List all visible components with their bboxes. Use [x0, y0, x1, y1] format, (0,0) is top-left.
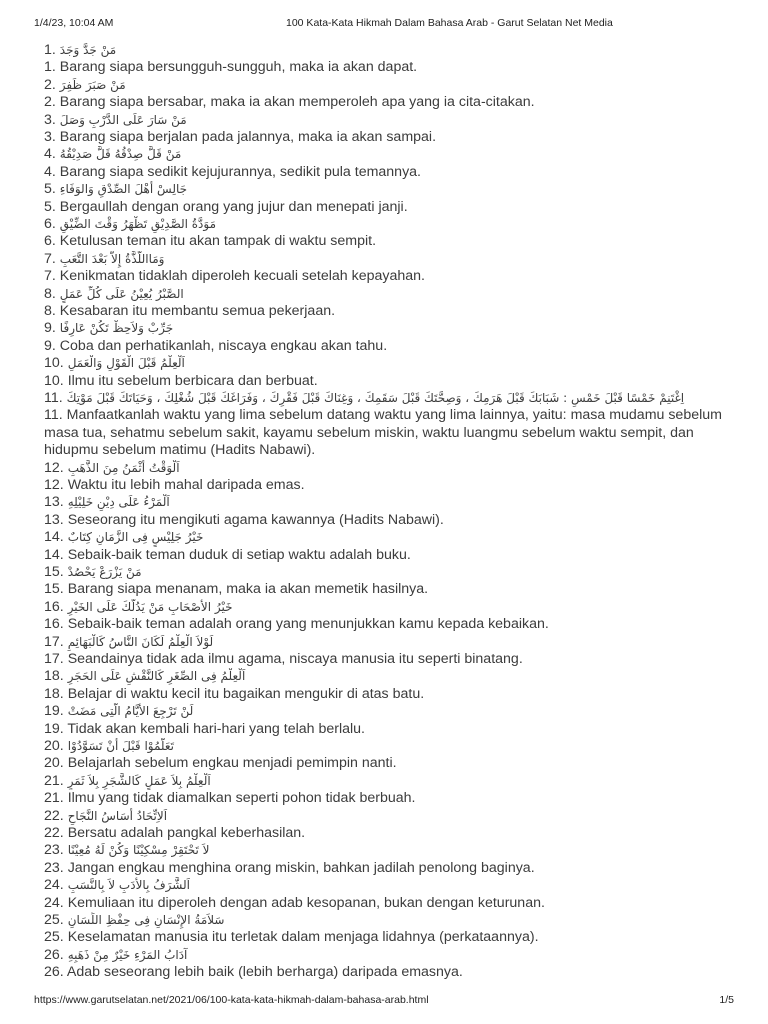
arabic-line	[44, 216, 734, 233]
arabic-phrase: تَعَلَّمُوْا قَبْلَ أَنْ تَسَوَّدُوْا	[67, 738, 175, 753]
item-number: 24.	[44, 894, 64, 911]
item-number: 2.	[44, 76, 56, 93]
arabic-line	[44, 738, 734, 755]
translation-line	[44, 199, 734, 216]
item-number: 15.	[44, 581, 64, 598]
translation-line	[44, 59, 734, 76]
arabic-line	[44, 808, 734, 825]
item-number: 4.	[44, 146, 56, 163]
item-number: 1.	[44, 59, 56, 76]
list-item	[44, 251, 734, 286]
translation-line	[44, 721, 734, 738]
translation-line	[44, 268, 734, 285]
translation-line	[44, 547, 734, 564]
item-number: 16.	[44, 598, 64, 615]
arabic-line	[44, 912, 734, 929]
arabic-phrase: مَنْ صَبَرَ ظَفِرَ	[59, 77, 126, 92]
arabic-phrase: جَالِسْ أَهْلَ الصِّدْقِ وَالوَفَاءِ	[59, 182, 188, 197]
item-number: 2.	[44, 94, 56, 111]
item-number: 11.	[44, 407, 63, 424]
arabic-line	[44, 320, 734, 337]
translation-line	[44, 233, 734, 250]
item-number: 13.	[44, 494, 64, 511]
arabic-line	[44, 877, 734, 894]
page-url[interactable]: https://www.garutselatan.net/2021/06/100-kata-kata-hikmah-dalam-bahasa-arab.html	[34, 994, 429, 1006]
list-item	[44, 808, 734, 843]
translation-text: Ilmu itu sebelum berbicara dan berbuat.	[67, 372, 318, 389]
arabic-line	[44, 842, 734, 859]
page-title: 100 Kata-Kata Hikmah Dalam Bahasa Arab - Garut Selatan Net Media	[286, 17, 613, 29]
list-item	[44, 216, 734, 251]
translation-line	[44, 164, 734, 181]
translation-text: Belajarlah sebelum engkau menjadi pemimpin nanti.	[67, 755, 397, 772]
item-number: 18.	[44, 685, 64, 702]
page-number: 1/5	[719, 994, 734, 1006]
item-number: 22.	[44, 807, 64, 824]
item-number: 23.	[44, 842, 64, 859]
item-number: 23.	[44, 859, 64, 876]
list-item	[44, 494, 734, 529]
translation-text: Bergaullah dengan orang yang jujur dan menepati janji.	[59, 198, 408, 215]
item-number: 10.	[44, 355, 64, 372]
translation-line	[44, 860, 734, 877]
item-number: 14.	[44, 529, 64, 546]
translation-text: Sebaik-baik teman duduk di setiap waktu adalah buku.	[67, 546, 411, 563]
translation-text: Belajar di waktu kecil itu bagaikan mengukir di atas batu.	[67, 685, 425, 702]
item-number: 26.	[44, 964, 64, 981]
item-number: 3.	[44, 128, 56, 145]
list-item	[44, 877, 734, 912]
arabic-phrase: اَلْعِلْمُ قَبْلَ الْقَوْلِ وَالْعَمَلِ	[67, 356, 185, 371]
arabic-phrase: وَمَااللَّذَّةُ إِلاَّ بَعْدَ التَّعَبِ	[59, 251, 165, 266]
print-footer	[0, 994, 768, 1024]
list-item	[44, 286, 734, 321]
list-item	[44, 42, 734, 77]
arabic-line	[44, 529, 734, 546]
list-item	[44, 912, 734, 947]
translation-text: Barang siapa sedikit kejujurannya, sedikit pula temannya.	[59, 163, 422, 180]
list-item	[44, 181, 734, 216]
item-number: 22.	[44, 824, 64, 841]
arabic-phrase: اِغْتَنِمْ خَمْسًا قَبْلَ خَمْسٍ : شَبَابَكَ قَبْلَ هَرَمِكَ ، وَصِحَّتَكَ قَبْلَ سَقَمِكَ ، وَغِنَاكَ قَبْلَ فَقْرِكَ ، وَفَرَاغَكَ قَبْلَ شُغْلِكَ ، وَحَيَاتَكَ قَبْلَ مَوْتِكَ	[66, 390, 685, 405]
list-item	[44, 842, 734, 877]
item-number: 17.	[44, 650, 64, 667]
arabic-phrase: مَوَدَّةُ الصَّدِيْقِ تَظْهَرُ وَقْتَ الضِّيْقِ	[59, 216, 217, 231]
list-item	[44, 947, 734, 982]
arabic-line	[44, 564, 734, 581]
list-item	[44, 773, 734, 808]
item-number: 15.	[44, 563, 64, 580]
translation-line	[44, 373, 734, 390]
arabic-phrase: مَنْ قَلَّ صِدْقُهُ قَلَّ صَدِيْقُهُ	[59, 147, 182, 162]
item-number: 6.	[44, 215, 56, 232]
item-number: 19.	[44, 720, 64, 737]
translation-text: Seseorang itu mengikuti agama kawannya (Hadits Nabawi).	[67, 511, 444, 528]
translation-line	[44, 895, 734, 912]
translation-line	[44, 129, 734, 146]
arabic-phrase: لَنْ تَرْجِعَ الأَيَّامُ الَّتِى مَضَتْ	[67, 704, 194, 719]
item-number: 11.	[44, 389, 63, 406]
arabic-phrase: اَلْمَرْءُ عَلَى دِيْنِ خَلِيْلِهِ	[67, 495, 170, 510]
translation-text: Sebaik-baik teman adalah orang yang menunjukkan kamu kepada kebaikan.	[67, 616, 549, 633]
translation-line	[44, 929, 734, 946]
arabic-phrase: مَنْ جَدَّ وَجَدَ	[59, 43, 117, 57]
arabic-line	[44, 42, 734, 59]
arabic-line	[44, 668, 734, 685]
item-number: 12.	[44, 476, 64, 493]
item-number: 16.	[44, 616, 64, 633]
arabic-line	[44, 390, 734, 407]
arabic-phrase: اَلشَّرَفُ بِالأَدَبِ لاَ بِالنَّسَبِ	[67, 878, 190, 893]
item-number: 21.	[44, 772, 64, 789]
item-number: 10.	[44, 372, 64, 389]
item-number: 3.	[44, 111, 56, 128]
arabic-line	[44, 599, 734, 616]
translation-text: Ilmu yang tidak diamalkan seperti pohon tidak berbuah.	[67, 790, 416, 807]
list-item	[44, 529, 734, 564]
translation-text: Kemuliaan itu diperoleh dengan adab kesopanan, bukan dengan keturunan.	[67, 894, 545, 911]
item-number: 8.	[44, 302, 56, 319]
item-number: 14.	[44, 546, 64, 563]
translation-text: Kenikmatan tidaklah diperoleh kecuali setelah kepayahan.	[59, 268, 425, 285]
arabic-line	[44, 146, 734, 163]
arabic-line	[44, 494, 734, 511]
item-number: 1.	[44, 42, 56, 58]
item-number: 20.	[44, 737, 64, 754]
item-number: 5.	[44, 198, 56, 215]
list-item	[44, 77, 734, 112]
list-item	[44, 738, 734, 773]
item-number: 21.	[44, 790, 64, 807]
translation-text: Coba dan perhatikanlah, niscaya engkau akan tahu.	[59, 337, 388, 354]
translation-line	[44, 616, 734, 633]
translation-line	[44, 477, 734, 494]
translation-text: Ketulusan teman itu akan tampak di waktu sempit.	[59, 233, 377, 250]
item-number: 4.	[44, 163, 56, 180]
translation-line	[44, 964, 734, 981]
print-date: 1/4/23, 10:04 AM	[34, 17, 114, 29]
list-item	[44, 146, 734, 181]
arabic-line	[44, 355, 734, 372]
list-item	[44, 668, 734, 703]
arabic-line	[44, 112, 734, 129]
item-number: 7.	[44, 268, 56, 285]
arabic-phrase: اَلْعِلْمُ بِلاَ عَمَلٍ كَالشَّجَرِ بِلاَ ثَمَرٍ	[67, 773, 211, 788]
item-number: 20.	[44, 755, 64, 772]
item-number: 12.	[44, 459, 64, 476]
translation-text: Kesabaran itu membantu semua pekerjaan.	[59, 302, 336, 319]
arabic-phrase: جَرِّبْ وَلاَحِظْ تَكُنْ عَارِفًا	[59, 321, 174, 336]
arabic-phrase: سَلاَمَةُ الإِنْسَانِ فِى حِفْظِ اللِّسَانِ	[67, 912, 225, 927]
translation-text: Bersatu adalah pangkal keberhasilan.	[67, 824, 306, 841]
arabic-phrase: مَنْ يَزْرَعْ يَحْصُدْ	[67, 564, 142, 579]
list-item	[44, 634, 734, 669]
list-item	[44, 320, 734, 355]
item-number: 13.	[44, 511, 64, 528]
translation-line	[44, 651, 734, 668]
item-number: 18.	[44, 668, 64, 685]
item-number: 9.	[44, 337, 56, 354]
item-number: 24.	[44, 877, 64, 894]
arabic-line	[44, 703, 734, 720]
item-number: 8.	[44, 285, 56, 302]
translation-text: Waktu itu lebih mahal daripada emas.	[67, 476, 305, 493]
translation-line	[44, 755, 734, 772]
translation-text: Keselamatan manusia itu terletak dalam menjaga lidahnya (perkataannya).	[67, 929, 539, 946]
translation-text: Jangan engkau menghina orang miskin, bahkan jadilah penolong baginya.	[67, 859, 535, 876]
translation-line	[44, 686, 734, 703]
list-item	[44, 703, 734, 738]
item-number: 6.	[44, 233, 56, 250]
arabic-phrase: اَلْعِلْمُ فِى الصِّغَرِ كَالنَّقْشِ عَلَى الحَجَرِ	[67, 669, 246, 684]
arabic-line	[44, 77, 734, 94]
arabic-phrase: خَيْرُ الأَصْحَابِ مَنْ يَدُلُّكَ عَلَى الخَيْرِ	[67, 599, 233, 614]
arabic-line	[44, 773, 734, 790]
arabic-phrase: اَلاِتِّحَادُ أَسَاسُ النَّجَاحِ	[67, 808, 168, 823]
arabic-line	[44, 460, 734, 477]
list-item	[44, 599, 734, 634]
item-number: 17.	[44, 633, 64, 650]
arabic-line	[44, 181, 734, 198]
item-number: 26.	[44, 946, 64, 963]
arabic-line	[44, 947, 734, 964]
translation-line	[44, 512, 734, 529]
list-item	[44, 564, 734, 599]
translation-line	[44, 94, 734, 111]
translation-line	[44, 790, 734, 807]
translation-line	[44, 338, 734, 355]
article-content	[44, 42, 734, 982]
item-number: 19.	[44, 703, 64, 720]
translation-line	[44, 581, 734, 598]
translation-line	[44, 825, 734, 842]
arabic-line	[44, 634, 734, 651]
translation-text: Barang siapa menanam, maka ia akan memetik hasilnya.	[67, 581, 429, 598]
translation-text: Barang siapa berjalan pada jalannya, maka ia akan sampai.	[59, 128, 437, 145]
list-item	[44, 390, 734, 460]
arabic-phrase: اَلْوَقْتُ أَثْمَنُ مِنَ الذَّهَبِ	[67, 460, 180, 475]
arabic-line	[44, 251, 734, 268]
list-item	[44, 355, 734, 390]
arabic-phrase: خَيْرُ جَلِيْسٍ فِى الزَّمَانِ كِتَابٌ	[67, 530, 204, 545]
item-number: 5.	[44, 181, 56, 198]
translation-text: Tidak akan kembali hari-hari yang telah berlalu.	[67, 720, 365, 737]
arabic-phrase: لاَ تَحْتَقِرْ مِسْكِيْنًا وَكُنْ لَهُ مُعِيْنًا	[67, 843, 210, 858]
arabic-phrase: آدَابُ المَرْءِ خَيْرٌ مِنْ ذَهَبِهِ	[67, 947, 188, 962]
arabic-phrase: الصَّبْرُ يُعِيْنُ عَلَى كُلِّ عَمَلٍ	[59, 286, 184, 301]
translation-text: Seandainya tidak ada ilmu agama, niscaya manusia itu seperti binatang.	[67, 650, 523, 667]
arabic-line	[44, 286, 734, 303]
print-header	[0, 0, 768, 30]
list-item	[44, 460, 734, 495]
translation-line	[44, 303, 734, 320]
arabic-phrase: لَوْلاَ الْعِلْمُ لَكَانَ النَّاسُ كَالْبَهَائِمِ	[67, 634, 214, 649]
item-number: 7.	[44, 250, 56, 267]
item-number: 9.	[44, 320, 56, 337]
list-item	[44, 112, 734, 147]
item-number: 25.	[44, 911, 64, 928]
item-number: 25.	[44, 929, 64, 946]
translation-text: Barang siapa bersungguh-sungguh, maka ia akan dapat.	[59, 59, 418, 76]
translation-text: Manfaatkanlah waktu yang lima sebelum datang waktu yang lima lainnya, yaitu: masa mudamu sebelum masa tua, sehatmu sebelum sakit, kayamu sebelum miskin, waktu luangmu sebelum waktu sempit, dan hidupmu sebelum matimu (Hadits Nabawi).	[44, 407, 722, 459]
translation-text: Barang siapa bersabar, maka ia akan memperoleh apa yang ia cita-citakan.	[59, 94, 535, 111]
translation-line	[44, 407, 734, 459]
translation-text: Adab seseorang lebih baik (lebih berharga) daripada emasnya.	[66, 964, 463, 981]
arabic-phrase: مَنْ سَارَ عَلَى الدَّرْبِ وَصَلَ	[59, 112, 187, 127]
